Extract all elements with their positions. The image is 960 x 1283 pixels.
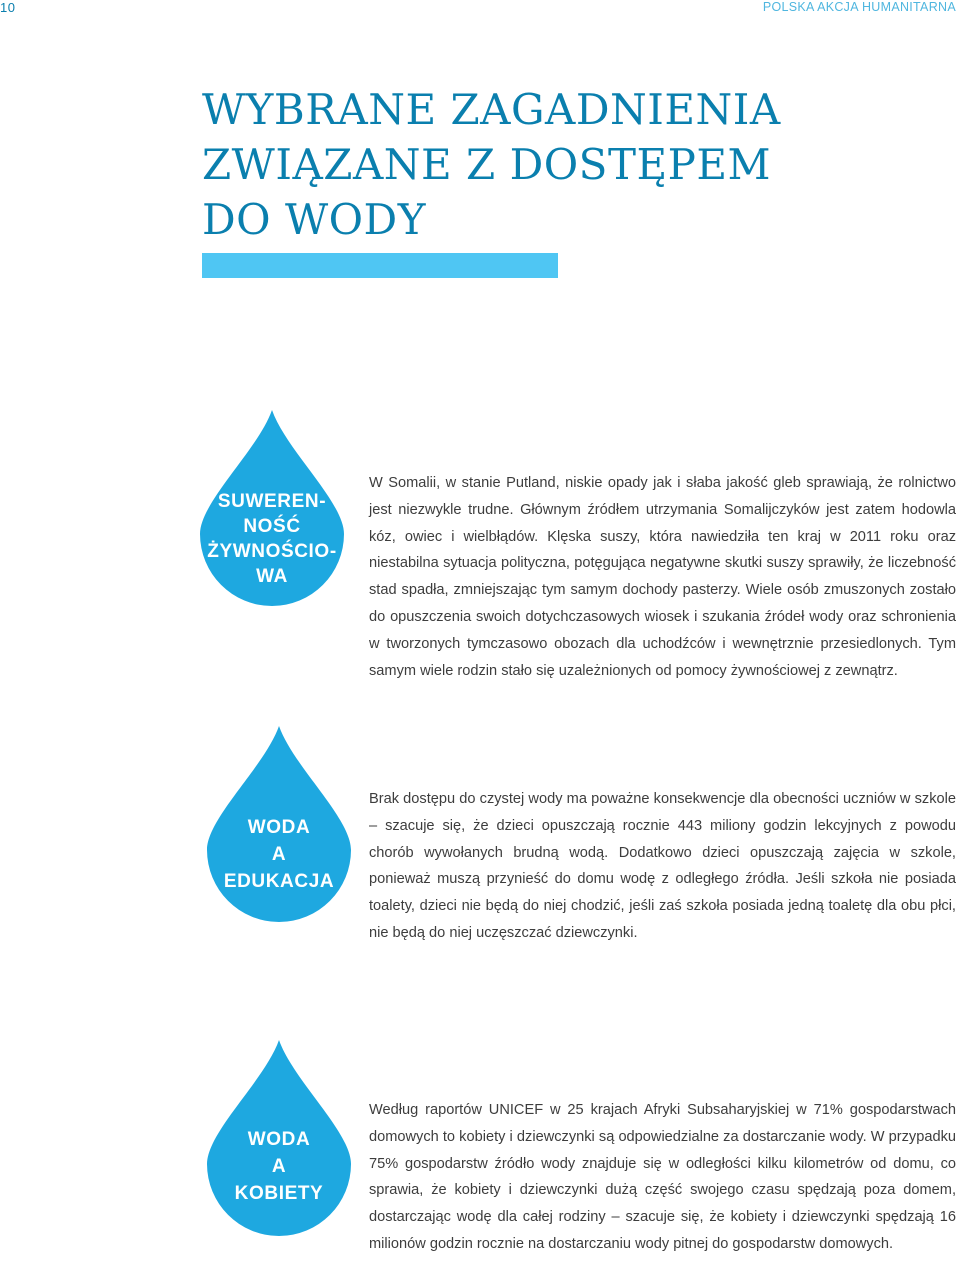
page-title-line: DO WODY <box>202 195 426 244</box>
section-paragraph: Brak dostępu do czystej wody ma poważne konsekwencje dla obecności uczniów w szkole – szacuje się, że dzieci opuszczają rocznie 443 miliony godzin lekcyjnych z powodu chorób wywołanych brudną wodą. Dodatkowo dzieci opuszczają zajęcia w szkole, ponieważ muszą przynieść do domu wodę z odległego źródła. Jeśli szkoła nie posiada toalety, dzieci nie będą do niej chodzić, jeśli zaś szkoła posiada jedną toaletę dla obu płci, nie będą do niej uczęszczać dziewczynki. <box>369 791 956 941</box>
header-organization: POLSKA AKCJA HUMANITARNA <box>762 0 956 14</box>
drop-label-line: ŻYWNOŚCIO- <box>207 541 337 562</box>
page-title-line: ZWIĄZANE Z DOSTĘPEM <box>202 140 772 189</box>
drop-label <box>207 1126 351 1207</box>
drop-label-line: A <box>271 844 287 865</box>
drop-label-line: EDUKACJA <box>223 871 335 892</box>
title-accent-bar <box>202 253 558 278</box>
drop-label <box>200 489 344 589</box>
drop-label-line: WODA <box>247 817 311 838</box>
page-title <box>202 82 902 247</box>
section-food-sovereignty <box>0 410 960 730</box>
section-water-women <box>0 1040 960 1283</box>
page-title-line: WYBRANE ZAGADNIENIA <box>202 85 781 134</box>
drop-label-line: SUWEREN- <box>217 491 327 512</box>
section-water-education <box>0 726 960 956</box>
drop-label-line: A <box>271 1156 287 1177</box>
water-drop-icon <box>200 410 344 606</box>
drop-label-line: WA <box>256 566 288 587</box>
drop-label-line: NOŚĆ <box>243 516 301 537</box>
drop-label-line: WODA <box>247 1129 311 1150</box>
drop-label-line: KOBIETY <box>234 1183 324 1204</box>
water-drop-icon <box>207 726 351 922</box>
water-drop-icon <box>207 1040 351 1236</box>
section-paragraph: Według raportów UNICEF w 25 krajach Afryki Subsaharyjskiej w 71% gospodarstwach domowych to kobiety i dziewczynki są odpowiedzialne za dostarczanie wody. W przypadku 75% gospodarstw źródło wody znajduje się w odległości kilku kilometrów od domu, co sprawia, że kobiety i dziewczynki dużą część swojego czasu spędzają poza domem, dostarczając wodę dla całej rodziny – szacuje się, że kobiety i dziewczynki spędzają 16 milionów godzin rocznie na dostarczaniu wody pitnej do gospodarstw domowych. <box>369 1102 956 1252</box>
section-paragraph: W Somalii, w stanie Putland, niskie opady jak i słaba jakość gleb sprawiają, że rolnictwo jest niezwykle trudne. Głównym źródłem utrzymania Somalijczyków jest zatem hodowla kóz, owiec i wielbłądów. Klęska suszy, która nawiedziła ten kraj w 2011 roku oraz niestabilna sytuacja polityczna, potęgująca negatywne skutki suszy sprawiły, że liczebność stad spadła, zmniejszając tym samym dochody pasterzy. Wiele osób zmuszonych zostało do opuszczenia swoich dotychczasowych wiosek i szukania źródeł wody oraz schronienia w tworzonych tymczasowo obozach dla uchodźców i wewnętrznie przesiedlonych. Tym samym wiele rodzin stało się uzależnionych od pomocy żywnościowej z zewnątrz. <box>369 475 956 679</box>
drop-label <box>207 814 351 895</box>
page-number: 10 <box>0 0 16 15</box>
